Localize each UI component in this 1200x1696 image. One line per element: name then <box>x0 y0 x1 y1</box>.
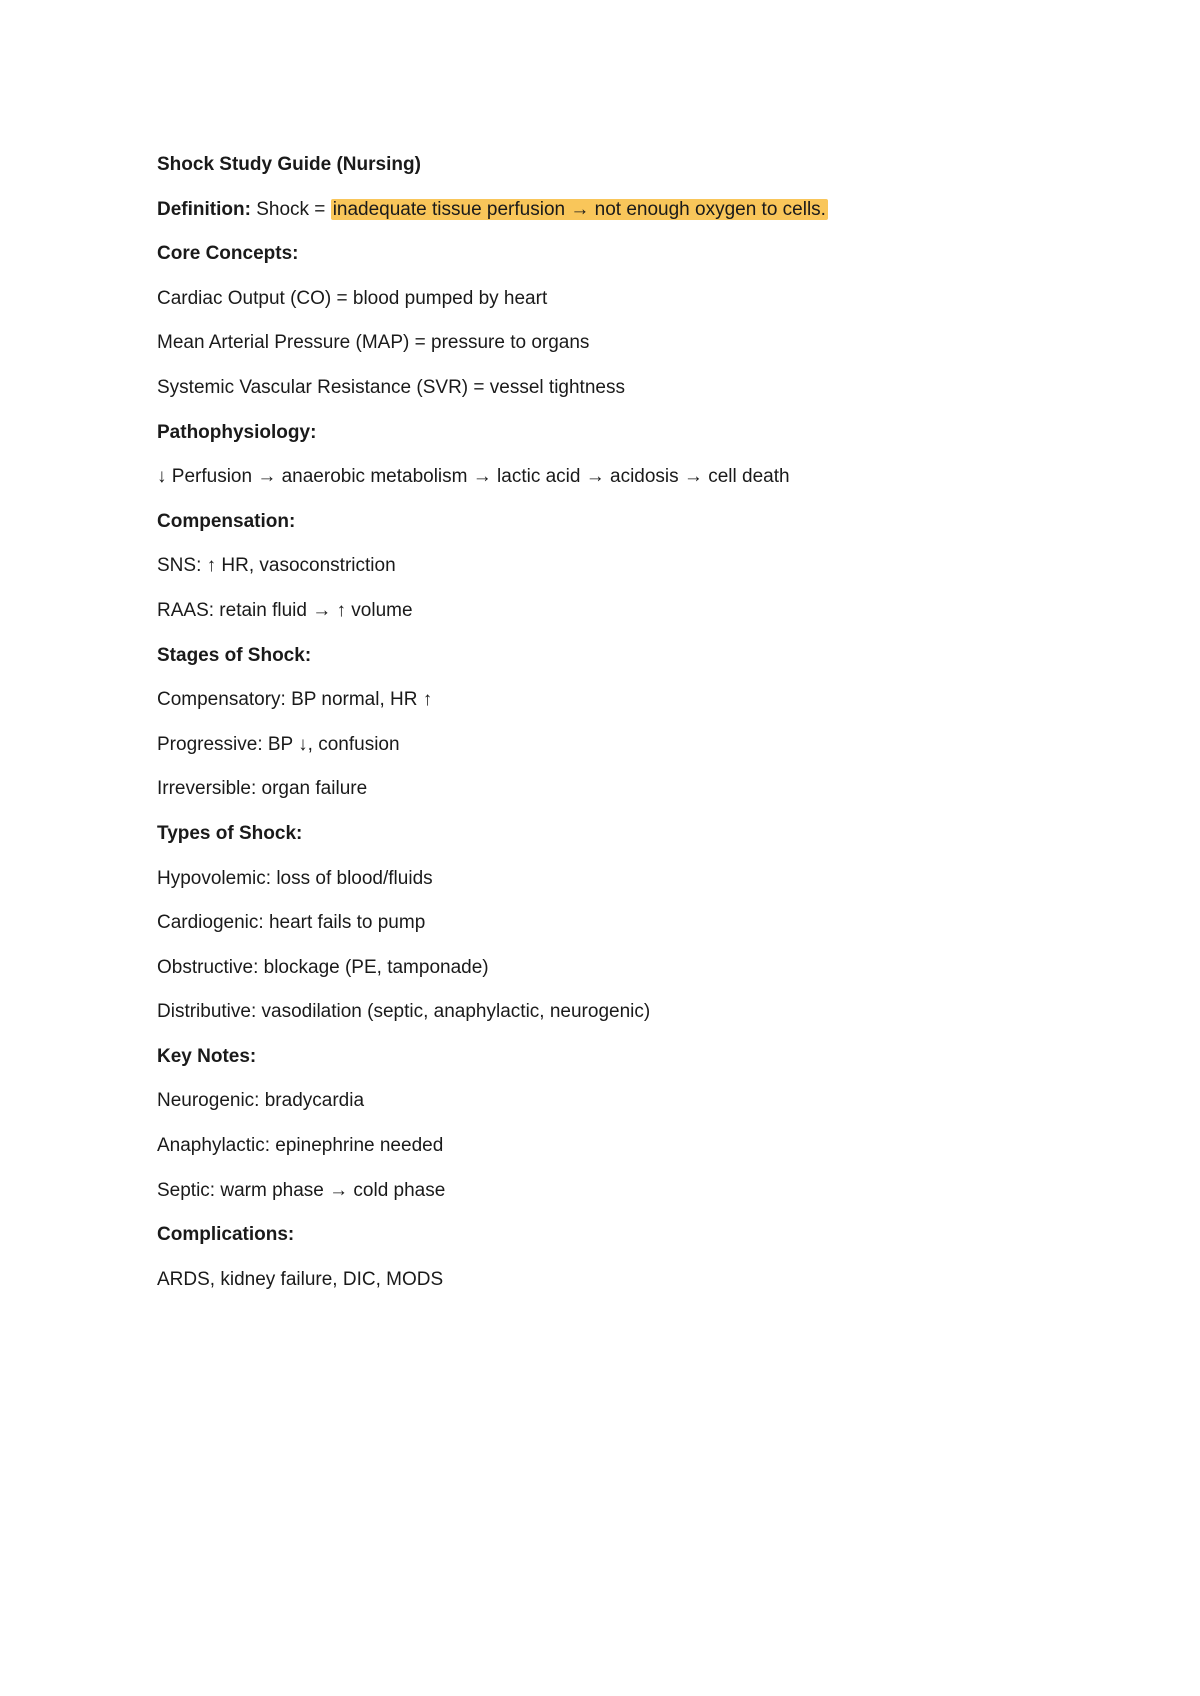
core-concept-item: Cardiac Output (CO) = blood pumped by heart <box>157 287 548 309</box>
key-note-item: Anaphylactic: epinephrine needed <box>157 1135 444 1157</box>
pathophysiology-item: ↓ Perfusion → anaerobic metabolism → lactic acid → acidosis → cell death <box>157 466 790 488</box>
compensation-heading: Compensation: <box>157 510 296 532</box>
core-concept-item: Mean Arterial Pressure (MAP) = pressure to organs <box>157 332 590 354</box>
stage-item: Irreversible: organ failure <box>157 778 368 800</box>
type-item: Hypovolemic: loss of blood/fluids <box>157 867 433 889</box>
definition-line <box>157 198 1057 221</box>
core-concept-item: Systemic Vascular Resistance (SVR) = vessel tightness <box>157 376 625 398</box>
stages-heading: Stages of Shock: <box>157 644 312 666</box>
type-item: Distributive: vasodilation (septic, anaphylactic, neurogenic) <box>157 1001 651 1023</box>
core-concepts-heading: Core Concepts: <box>157 243 299 265</box>
compensation-item: RAAS: retain fluid → ↑ volume <box>157 599 413 621</box>
stage-item: Progressive: BP ↓, confusion <box>157 733 400 755</box>
compensation-item: SNS: ↑ HR, vasoconstriction <box>157 555 396 577</box>
type-item: Obstructive: blockage (PE, tamponade) <box>157 956 489 978</box>
stage-item: Compensatory: BP normal, HR ↑ <box>157 689 433 711</box>
document-body <box>157 153 1057 1312</box>
complication-item: ARDS, kidney failure, DIC, MODS <box>157 1268 444 1290</box>
key-note-item: Septic: warm phase → cold phase <box>157 1179 446 1201</box>
key-note-item: Neurogenic: bradycardia <box>157 1090 365 1112</box>
complications-heading: Complications: <box>157 1224 295 1246</box>
definition-label: Definition: <box>157 198 251 220</box>
types-heading: Types of Shock: <box>157 822 303 844</box>
document-title: Shock Study Guide (Nursing) <box>157 154 421 175</box>
type-item: Cardiogenic: heart fails to pump <box>157 912 426 934</box>
definition-highlight: inadequate tissue perfusion → not enough oxygen to cells. <box>332 198 826 220</box>
key-notes-heading: Key Notes: <box>157 1045 257 1067</box>
definition-text: Shock = <box>256 198 326 220</box>
pathophysiology-heading: Pathophysiology: <box>157 421 317 443</box>
